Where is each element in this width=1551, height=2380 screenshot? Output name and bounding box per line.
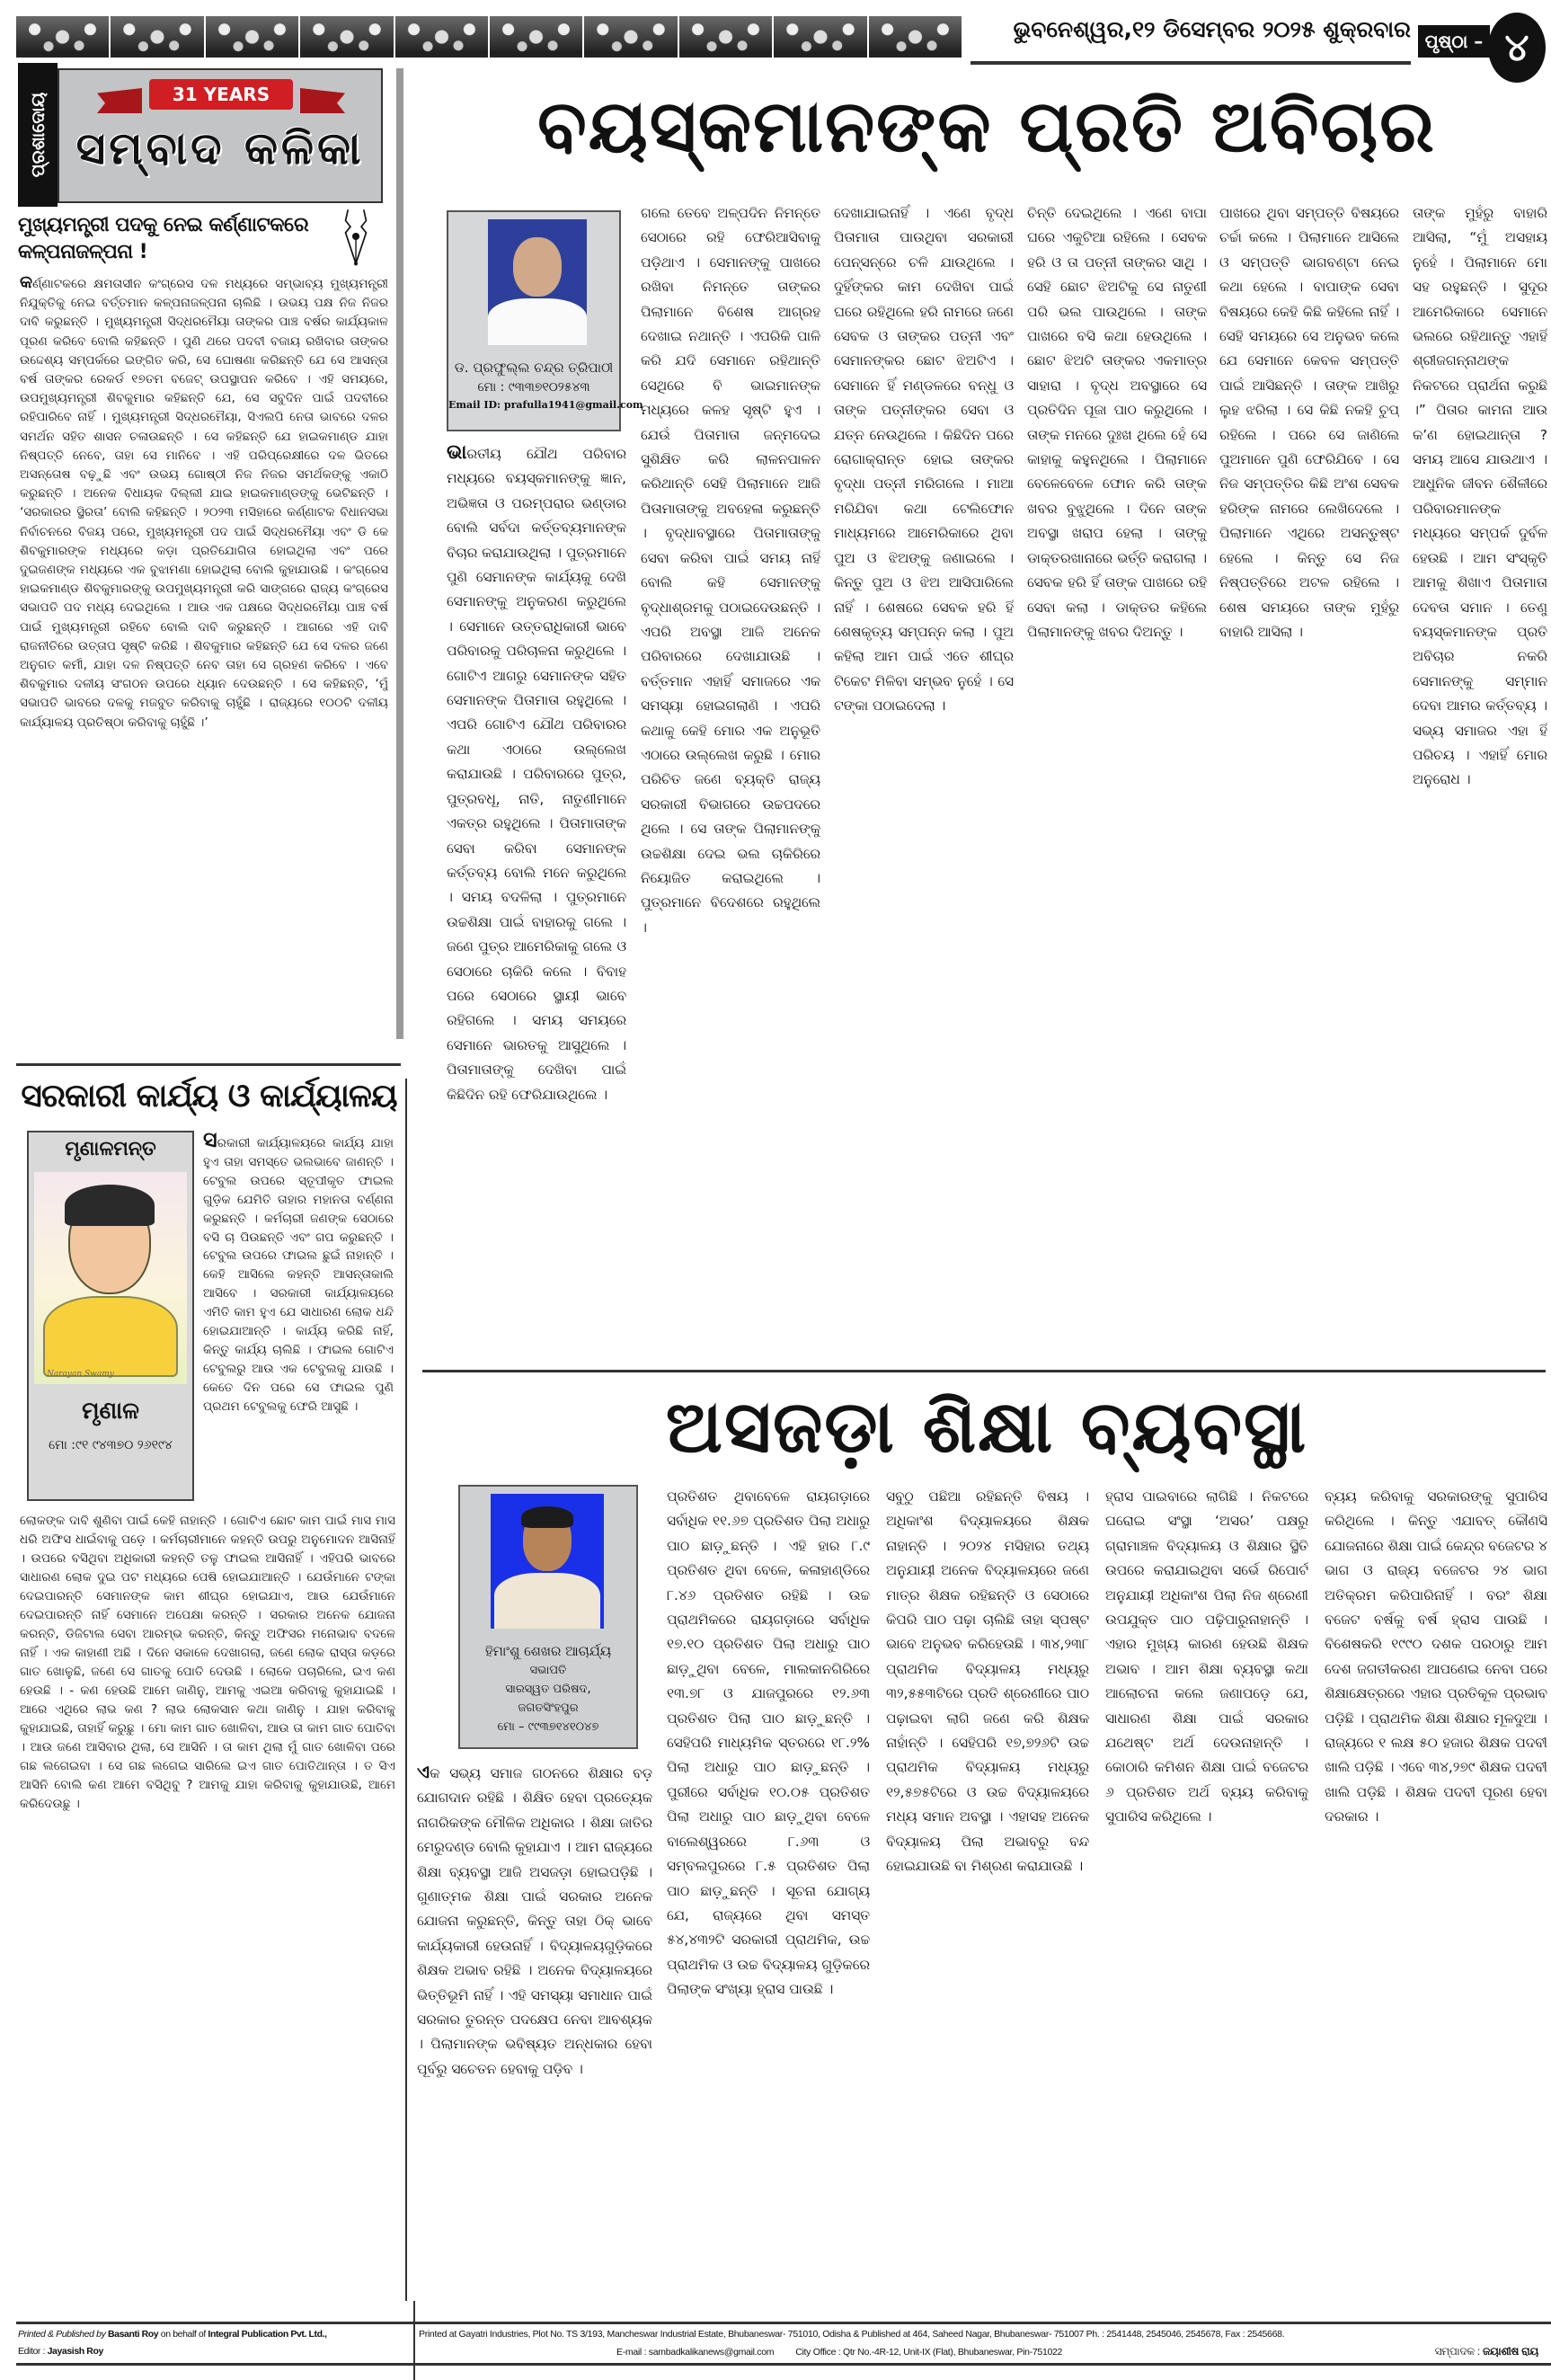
editorial-body bbox=[20, 273, 388, 1055]
author-name: ହିମାଂଶୁ ଶେଖର ଆଚାର୍ଯ୍ୟ bbox=[484, 1643, 612, 1659]
author-caption bbox=[458, 1638, 638, 1749]
caricature-hair bbox=[65, 1185, 155, 1226]
masthead-logo bbox=[58, 68, 383, 203]
article-text: ରତୀୟ ଯୌଥ ପରିବାର ମଧ୍ୟରେ ବୟସ୍କମାନଙ୍କୁ ଜ୍ଞାନ, ଅଭିଜ୍ଞତା ଓ ପରମ୍ପରାର ଭଣ୍ଡାର ବୋଲି ସର୍ବଦା କର୍ତ୍ତବ୍ୟମାନଙ୍କ ବିଚାର କରାଯାଉଥିଲା । ପୁତ୍ରମାନେ ପୁଣି ସେମାନଙ୍କ କାର୍ଯ୍ୟକୁ ଦେଖି ସେମାନଙ୍କୁ ଅନୁକରଣ କରୁଥିଲେ । ସେମାନେ ଉତ୍ତରାଧିକାରୀ ଭାବେ ପରିବାରକୁ ପରିଚାଳନା କରୁଥିଲେ । ଗୋଟିଏ ଆଗରୁ ସେମାନଙ୍କ ସହିତ ସେମାନଙ୍କ ପିତାମାତା ରହୁଥିଲେ । ଏପରି ଗୋଟିଏ ଯୌଥ ପରିବାରର କଥା ଏଠାରେ ଉଲ୍ଲେଖ କରାଯାଉଛି । ପରିବାରରେ ପୁତ୍ର, ପୁତ୍ରବଧୂ, ନାତି, ନାତୁଣୀମାନେ ଏକତ୍ର ରହୁଥିଲେ । ପିତାମାତାଙ୍କ ସେବା କରିବା ସେମାନଙ୍କ କର୍ତ୍ତବ୍ୟ ବୋଲି ମନେ କରୁଥିଲେ । ସମୟ ବଦଳିଲା । ପୁତ୍ରମାନେ ଉଚ୍ଚଶିକ୍ଷା ପାଇଁ ବାହାରକୁ ଗଲେ । ଜଣେ ପୁତ୍ର ଆମେରିକାକୁ ଗଲେ ଓ ସେଠାରେ ଚାକିରି କଲେ । ବିବାହ ପରେ ସେଠାରେ ସ୍ଥାୟୀ ଭାବେ ରହିଗଲେ । ସମୟ ସମୟରେ ସେମାନେ ଭାରତକୁ ଆସୁଥିଲେ । ପିତାମାତାଙ୍କୁ ଦେଖିବା ପାଇଁ କିଛିଦିନ ରହି ଫେରିଯାଉଥିଲେ । bbox=[447, 446, 626, 1103]
editor-odia-name: ଜୟାଶୀଷ ରାୟ bbox=[1482, 2345, 1538, 2358]
flower-icon bbox=[300, 16, 393, 58]
header-divider bbox=[970, 61, 1411, 65]
author-phone: ମୋ – ୯୯୩୭୧୪୧୦୪୭ bbox=[497, 1720, 599, 1734]
author-organization: ସାରସ୍ୱତ ପରିଷଦ, bbox=[505, 1683, 591, 1696]
flower-icon bbox=[206, 16, 298, 58]
imprint-right bbox=[419, 2326, 1549, 2362]
author-caption bbox=[447, 352, 643, 431]
section-tab-label: ପ୍ରଶାଦୋୟ bbox=[27, 92, 49, 178]
author-role: ସଭାପତି bbox=[529, 1664, 567, 1677]
dateline: ଭୁବନେଶ୍ୱର,୧୨ ଡିସେମ୍ବର ୨୦୨୫ ଶୁକ୍ରବାର bbox=[1013, 16, 1411, 42]
column-body-top bbox=[203, 1131, 394, 1503]
editor-name: Jayasish Roy bbox=[47, 2346, 103, 2357]
article-column: ତାଙ୍କ ମୁହଁରୁ ବାହାରି ଆସିଲା, “ମୁଁ ଅସହାୟ ନୁହେଁ । ପିଲାମାନେ ମୋ ସହ ରହୁଛନ୍ତି । ସୁଦୂର ଆମେରିକାରେ ସେମାନେ ଭଲରେ ରହିଥାନ୍ତୁ ଏହାହିଁ ଶ୍ରୀଜଗନ୍ନାଥଙ୍କ ନିକଟରେ ପ୍ରାର୍ଥନା କରୁଛି ।” ପିତାର କାମନା ଆଉ କ’ଣ ହୋଇଥାନ୍ତା ? ସମୟ ଆସେ ଯାଉଥାଏ । ଆଧୁନିକ ଜୀବନ ଶୈଳୀରେ ପରିବାରମାନଙ୍କ ମଧ୍ୟରେ ସମ୍ପର୍କ ଦୁର୍ବଳ ହେଉଛି । ଆମ ସଂସ୍କୃତି ଆମକୁ ଶିଖାଏ ପିତାମାତା ଦେବତା ସମାନ । ତେଣୁ ବୟସ୍କମାନଙ୍କ ପ୍ରତି ଅବିଚାର ନକରି ସେମାନଙ୍କୁ ସମ୍ମାନ ଦେବା ଆମର କର୍ତ୍ତବ୍ୟ । ସଭ୍ୟ ସମାଜର ଏହା ହିଁ ପରିଚୟ । ଏହାହିଁ ମୋର ଅନୁରୋଧ । bbox=[1413, 205, 1547, 788]
flower-icon bbox=[774, 16, 866, 58]
column-text: ରକାରୀ କାର୍ଯ୍ୟାଳୟରେ କାର୍ଯ୍ୟ ଯାହା ହୁଏ ତାହା ସମସ୍ତେ ଭଲଭାବେ ଜାଣନ୍ତି । ଟେବୁଲ ଉପରେ ସ୍ତୂପୀକୃତ ଫାଇଲ ଗୁଡ଼ିକ ଯେମିତି ତାହାର ମହାନତା ବର୍ଣ୍ଣନା କରୁଛନ୍ତି । କର୍ମଚାରୀ ଜଣଙ୍କ ସେଠାରେ ବସି ଚା ପିଉଛନ୍ତି ଏବଂ ଗପ କରୁଛନ୍ତି । ଟେବୁଲ ଉପରେ ଫାଇଲ ଛୁଇଁ ନାହାନ୍ତି । କେହି ଆସିଲେ କହନ୍ତି ଆସନ୍ତାକାଲି ଆସିବେ । ସରକାରୀ କାର୍ଯ୍ୟାଳୟରେ ଏମିତି କାମ ହୁଏ ଯେ ସାଧାରଣ ଲୋକ ଧନ୍ଦି ହୋଇଯାଆନ୍ତି । କାର୍ଯ୍ୟ କରିଛି ନାହିଁ, କିନ୍ତୁ କାର୍ଯ୍ୟ ଚାଲିଛି । ଫାଇଲ ଗୋଟିଏ ଟେବୁଲରୁ ଆଉ ଏକ ଟେବୁଲକୁ ଯାଉଛି । କେତେ ଦିନ ପରେ ସେ ଫାଇଲ ପୁଣି ପ୍ରଥମ ଟେବୁଲକୁ ଫେରି ଆସୁଛି । bbox=[203, 1136, 394, 1414]
article-column: ପାଖରେ ଥିବା ସମ୍ପତ୍ତି ବିଷୟରେ ଚର୍ଚ୍ଚା କଲେ । ପିଲାମାନେ ଆସିଲେ ଓ ସମ୍ପତ୍ତି ଭାଗବଣ୍ଟା ନେଇ କଥା ହେଲେ । ବାପାଙ୍କ ସେବା ବିଷୟରେ କେହି କିଛି କହିଲେ ନାହିଁ । ସେହି ସମୟରେ ସେ ଅନୁଭବ କଲେ ଯେ ସେମାନେ କେବଳ ସମ୍ପତ୍ତି ପାଇଁ ଆସିଛନ୍ତି । ତାଙ୍କ ଆଖିରୁ ଲୁହ ଝରିଲା । ସେ କିଛି ନକହି ଚୁପ୍ ରହିଲେ । ପରେ ସେ ଜାଣିଲେ ପୁଅମାନେ ପୁଣି ଫେରିଯିବେ । ସେ ନିଜ ସମ୍ପତ୍ତିର କିଛି ଅଂଶ ସେବକ ହରିଙ୍କ ନାମରେ ଲେଖିଦେଲେ । ପିଲାମାନେ ଏଥିରେ ଅସନ୍ତୁଷ୍ଟ ହେଲେ । କିନ୍ତୁ ସେ ନିଜ ନିଷ୍ପତ୍ତିରେ ଅଟଳ ରହିଲେ । ଶେଷ ସମୟରେ ତାଙ୍କ ମୁହଁରୁ ବାହାରି ଆସିଲା । bbox=[1219, 205, 1399, 640]
footer-rule bbox=[16, 2363, 1551, 2366]
editorial-dropcap: କ bbox=[20, 273, 33, 292]
column-separator bbox=[405, 1079, 407, 2301]
page-label-text: ପୃଷ୍ଠା bbox=[1424, 31, 1468, 52]
imprint-on-behalf: on behalf of bbox=[160, 2329, 206, 2340]
photo-head bbox=[513, 237, 562, 297]
photo-shirt bbox=[488, 298, 587, 345]
flower-icon bbox=[679, 16, 772, 58]
article-column: ଗଲେ ତେବେ ଅଳ୍ପଦିନ ନିମନ୍ତେ ସେଠାରେ ରହି ଫେରିଆସିବାକୁ ପଡ଼ିଥାଏ । ସେମାନଙ୍କୁ ପାଖରେ ରଖିବା ନିମନ୍ତେ ତାଙ୍କର ପିଲାମାନେ ବିଶେଷ ଆଗ୍ରହ ଦେଖାଇ ନଥାନ୍ତି । ଏପରିକି ପାଳି କରି ଯଦି ସେମାନେ ରହିଥାନ୍ତି ସେଥିରେ ବି ଭାଇମାନଙ୍କ ମଧ୍ୟରେ କଳହ ସୃଷ୍ଟି ହୁଏ । ଯେଉଁ ପିତାମାତା ଜନ୍ମଦେଇ ସୁଶିକ୍ଷିତ କରି ଲାଳନପାଳନ କରିଥାନ୍ତି ସେହି ପିଲାମାନେ ଆଜି ପିତାମାତାଙ୍କୁ ଅବହେଳା କରୁଛନ୍ତି । ବୃଦ୍ଧାବସ୍ଥାରେ ପିତାମାତାଙ୍କୁ ସେବା କରିବା ପାଇଁ ସମୟ ନାହିଁ ବୋଲି କହି ସେମାନଙ୍କୁ ବୃଦ୍ଧାଶ୍ରମକୁ ପଠାଇଦେଉଛନ୍ତି । ଏପରି ଅବସ୍ଥା ଆଜି ଅନେକ ପରିବାରରେ ଦେଖାଯାଉଛି । ବର୍ତ୍ତମାନ ଏହାହିଁ ସମାଜରେ ଏକ ସମସ୍ୟା ହୋଇଗଲାଣି । ଏପରି କଥାକୁ କେହି ମୋର ଏକ ଅନୁଭୂତି ଏଠାରେ ଉଲ୍ଲେଖ କରୁଛି । ମୋର ପରିଚିତ ଜଣେ ବ୍ୟକ୍ତି ରାଜ୍ୟ ସରକାରୀ ବିଭାଗରେ ଉଚ୍ଚପଦରେ ଥିଲେ । ସେ ତାଙ୍କ ପିଲାମାନଙ୍କୁ ଉଚ୍ଚଶିକ୍ଷା ଦେଇ ଭଲ ଚାକିରିରେ ନିୟୋଜିତ କରାଇଥିଲେ । ପୁତ୍ରମାନେ ବିଦେଶରେ ରହୁଥିଲେ । bbox=[641, 205, 820, 936]
author-photo bbox=[488, 219, 587, 345]
column-name: ମୃଣାଳମନ୍ତ bbox=[65, 1138, 156, 1160]
printer-address: Printed at Gayatri Industries, Plot No. TS 3/193, Mancheswar Industrial Estate, Bhubaneswar- 751010, Odisha & Published at 464, Saheed Nagar, Bhubaneswar- 751007 Ph. : 2541448, 2545046, 2545678, Fax : 2545668. bbox=[419, 2329, 1285, 2340]
author-photo-card bbox=[458, 1485, 638, 1639]
imprint-prefix: Printed & Published by bbox=[18, 2329, 106, 2340]
section-divider bbox=[422, 1370, 1546, 1372]
fountain-pen-nib-icon bbox=[323, 209, 388, 266]
footer-rule bbox=[16, 2322, 1551, 2324]
columnist-phone: ମୋ :୯୧ ୯୪୩୭୦ ୨୬୧୯୪ bbox=[49, 1438, 173, 1452]
flower-icon bbox=[490, 16, 582, 58]
article-column: ବ୍ୟୟ କରିବାକୁ ସରକାରଙ୍କୁ ସୁପାରିସ କରିଥିଲେ । କିନ୍ତୁ ଏଯାବତ୍ କୌଣସି ଯୋଜନାରେ ଶିକ୍ଷା ପାଇଁ କେନ୍ଦ୍ର ବଜେଟର ୪ ଭାଗ ଓ ରାଜ୍ୟ ବଜେଟର ୨୪ ଭାଗ ଅତିକ୍ରମ କରିପାରିନାହିଁ । ବରଂ ଶିକ୍ଷା ବଜେଟ ବର୍ଷକୁ ବର୍ଷ ହ୍ରାସ ପାଉଛି । ବିଶେଷକରି ୧୯୯୦ ଦଶକ ପରଠାରୁ ଆମ ଦେଶ ଜଗତୀକରଣ ଆପଣେଇ ନେବା ପରେ ଶିକ୍ଷାକ୍ଷେତ୍ରରେ ଏହାର ପ୍ରତିକୂଳ ପ୍ରଭାବ ପଡ଼ିଛି । ପ୍ରାଥମିକ ଶିକ୍ଷା ଶିକ୍ଷାର ମୂଳଦୁଆ । ରାଜ୍ୟରେ ୧ ଲକ୍ଷ ୫୦ ହଜାର ଶିକ୍ଷକ ପଦବୀ ଖାଲି ପଡ଼ିଛି । ଏବେ ୩୪,୨୭୯ ଶିକ୍ଷକ ପଦବୀ ଖାଲି ପଡ଼ିଛି । ଶିକ୍ଷକ ପଦବୀ ପୂରଣ ହେବା ଦରକାର । bbox=[1325, 1488, 1547, 1825]
column-dropcap: ସ bbox=[203, 1131, 217, 1152]
photo-vest bbox=[494, 1573, 600, 1629]
footer-separator bbox=[413, 2301, 415, 2380]
article-column bbox=[417, 1762, 652, 2292]
author-photo bbox=[491, 1494, 604, 1629]
page-label: ପୃଷ୍ଠା – bbox=[1418, 25, 1490, 58]
article-column: ସବୁଠୁ ପଛିଆ ରହିଛନ୍ତି ବିଷୟ । ଅଧିକାଂଶ ବିଦ୍ୟାଳୟରେ ଶିକ୍ଷକ ନାହାନ୍ତି । ୨୦୨୪ ମସିହାର ତଥ୍ୟ ଅନୁଯାୟୀ ଅନେକ ବିଦ୍ୟାଳୟରେ ଜଣେ ମାତ୍ର ଶିକ୍ଷକ ରହିଛନ୍ତି ଓ ସେଠାରେ କିପରି ପାଠ ପଢ଼ା ଚାଲିଛି ତାହା ସ୍ପଷ୍ଟ ଭାବେ ଅନୁଭବ କରିହେଉଛି । ୩୪,୨୩୮ ପ୍ରାଥମିକ ବିଦ୍ୟାଳୟ ମଧ୍ୟରୁ ୩୨,୫୫୩ଟିରେ ପ୍ରତି ଶ୍ରେଣୀରେ ପାଠ ପଢ଼ାଇବା ଲାଗି ଜଣେ କରି ଶିକ୍ଷକ ନାହାଁନ୍ତି । ସେହିପରି ୧୭,୭୨୬ଟି ଉଚ୍ଚ ପ୍ରାଥମିକ ବିଦ୍ୟାଳୟ ମଧ୍ୟରୁ ୧୨,୫୭୫ଟିରେ ଓ ଉଚ୍ଚ ବିଦ୍ୟାଳୟରେ ମଧ୍ୟ ସମାନ ଅବସ୍ଥା । ଏହାସହ ଅନେକ ବିଦ୍ୟାଳୟ ପିଲା ଅଭାବରୁ ବନ୍ଦ ହୋଇଯାଉଛି ବା ମିଶ୍ରଣ କରାଯାଉଛି । bbox=[886, 1488, 1089, 1875]
column-body-bottom: ଲୋକଙ୍କ ଦାବି ଶୁଣିବା ପାଇଁ କେହି ନାହାନ୍ତି । ଗୋଟିଏ ଛୋଟ କାମ ପାଇଁ ମାସ ମାସ ଧରି ଅଫିସ ଧାଇଁବାକୁ ପଡ଼େ । କର୍ମଚାରୀମାନେ କହନ୍ତି ଉପରୁ ଅନୁମୋଦନ ଆସିନାହିଁ । ଉପରେ ବସିଥିବା ଅଧିକାରୀ କହନ୍ତି ତଳୁ ଫାଇଲ ଆସିନାହିଁ । ଏହିପରି ଭାବରେ ସାଧାରଣ ଲୋକ ଦୁଇ ପଟ ମଧ୍ୟରେ ପେଷି ହୋଇଯାଆନ୍ତି । ଯେଉଁମାନେ ଟଙ୍କା ଦେଇପାରନ୍ତି ସେମାନଙ୍କ କାମ ଶୀଘ୍ର ହୋଇଯାଏ, ଆଉ ଯେଉଁମାନେ ଦେଇପାରନ୍ତି ନାହିଁ ସେମାନେ ଅପେକ୍ଷା କରନ୍ତି । ସରକାର ଅନେକ ଯୋଜନା କରନ୍ତି, ଡିଜିଟାଲ ସେବା ଆରମ୍ଭ କରନ୍ତି, କିନ୍ତୁ ଅଫିସର ମନୋଭାବ ବଦଳେ ନାହିଁ । ଏକ କାହାଣୀ ଅଛି । ଦିନେ ସକାଳେ ଦେଖାଗଲା, ଜଣେ ଲୋକ ରାସ୍ତା କଡ଼ରେ ଗାତ ଖୋଳୁଛି, ଜଣେ ସେ ଗାତକୁ ପୋତି ଦେଉଛି । ଲୋକେ ପଚାରିଲେ, ଇଏ କଣ ହେଉଛି । - କଣ ହେଉଛି ଆମେ ଜାଣିନୁ, ଆମକୁ ଏଇଆ କରିବାକୁ କୁହାଯାଇଛି । ଆରେ ଏଥିରେ ଲାଭ କଣ ? ଲାଭ ଲୋକସାନ କଥା ଜାଣିନୁ । ଯାହା କରିବାକୁ କୁହାଯାଇଛି, ତାହାହିଁ କରୁଛୁ । ମୋ କାମ ଗାତ ଖୋଳିବା, ଆଉ ତା କାମ ଗାତ ପୋତିବା । ଆଉ ଜଣେ ଆସିବାର ଥିଲା, ସେ ଆସିନି । ତା କାମ ଥିଲା ମୁଁ ଗାତ ଖୋଳିବା ପରେ ଗଛ ଲଗେଇବା । ସେ ଗଛ ଲଗେଇ ସାରିଲେ ଇଏ ଗାତ ପୋତିଥାନ୍ତା । ତ ସିଏ ଆସିନି ବୋଲି କଣ ଆମେ ବସିଥିବୁ ? ଆମକୁ ଯାହା କରିବାକୁ କୁହାଯାଉଛି, ଆମେ କରିଦେଉଛୁ । bbox=[20, 1514, 395, 1811]
article-headline: ବୟସ୍କମାନଙ୍କ ପ୍ରତି ଅବିଚାର bbox=[537, 84, 1436, 168]
city-office: City Office : Qtr No.-4R-12, Unit-IX (Flat), Bhubaneswar, Pin-751022 bbox=[795, 2347, 1063, 2358]
article-column: ପ୍ରତିଶତ ଥିବାବେଳେ ରାୟଗଡ଼ାରେ ସର୍ବାଧିକ ୧୧.୬୭ ପ୍ରତିଶତ ପିଲା ଅଧାରୁ ପାଠ ଛାଡ଼ୁଛନ୍ତି । ଏହି ହାର ୮.୯ ପ୍ରତିଶତ ଥିବା ବେଳେ, କଳାହାଣ୍ଡିରେ ୮.୪୬ ପ୍ରତିଶତ ରହିଛି । ଉଚ୍ଚ ପ୍ରାଥମିକରେ ରାୟଗଡ଼ାରେ ସର୍ବାଧିକ ୧୭.୧୦ ପ୍ରତିଶତ ପିଲା ଅଧାରୁ ପାଠ ଛାଡ଼ୁଥିବା ବେଳେ, ମାଲକାନଗିରିରେ ୧୩.୭୮ ଓ ଯାଜପୁରରେ ୧୨.୬୩ ପ୍ରତିଶତ ପିଲା ପାଠ ଛାଡ଼ୁଛନ୍ତି । ସେହିପରି ମାଧ୍ୟମିକ ସ୍ତରରେ ୧୮.୨% ପିଲା ଅଧାରୁ ପାଠ ଛାଡ଼ୁଛନ୍ତି । ପୁରୀରେ ସର୍ବାଧିକ ୧୦.୦୫ ପ୍ରତିଶତ ପିଲା ଅଧାରୁ ପାଠ ଛାଡ଼ୁଥିବା ବେଳେ ବାଲେଶ୍ୱରରେ ୮.୬୩ ଓ ସମ୍ବଲପୁରରେ ୮.୫ ପ୍ରତିଶତ ପିଲା ପାଠ ଛାଡ଼ୁଛନ୍ତି । ସୂଚନା ଯୋଗ୍ୟ ଯେ, ରାଜ୍ୟରେ ଥିବା ସମସ୍ତ ୫୪,୪୩୨ଟି ସରକାରୀ ପ୍ରାଥମିକ, ଉଚ୍ଚ ପ୍ରାଥମିକ ଓ ଉଚ୍ଚ ବିଦ୍ୟାଳୟ ଗୁଡ଼ିକରେ ପିଲାଙ୍କ ସଂଖ୍ୟା ହ୍ରାସ ପାଉଛି । bbox=[667, 1488, 870, 1998]
flower-icon bbox=[111, 16, 203, 58]
columnist-card bbox=[27, 1131, 194, 1501]
editor-label: Editor : bbox=[18, 2346, 46, 2357]
caricature-body bbox=[43, 1296, 178, 1377]
editor-odia bbox=[1435, 2343, 1538, 2360]
section-tab bbox=[18, 63, 58, 207]
company-name: Integral Publication Pvt. Ltd., bbox=[208, 2329, 327, 2340]
article-dropcap: ଏ bbox=[417, 1762, 430, 1782]
article-headline: ଅସଜଡ଼ା ଶିକ୍ଷା ବ୍ୟବସ୍ଥା bbox=[665, 1385, 1308, 1469]
author-name: ଡ. ପ୍ରଫୁଲ୍ଲ ଚନ୍ଦ୍ର ତ୍ରିପାଠୀ bbox=[454, 360, 614, 376]
columnist-name: ମୃଣାଳ bbox=[82, 1398, 139, 1425]
article-column: ହ୍ରାସ ପାଇବାରେ ଲାଗିଛି । ନିକଟରେ ଘରୋଇ ସଂସ୍ଥା ‘ଅସର’ ପକ୍ଷରୁ ଗ୍ରାମାଞ୍ଚଳ ବିଦ୍ୟାଳୟ ଓ ଶିକ୍ଷାର ସ୍ଥିତି ଉପରେ କରାଯାଇଥିବା ସର୍ଭେ ରିପୋର୍ଟ ଅନୁଯାୟୀ ଅଧିକାଂଶ ପିଲା ନିଜ ଶ୍ରେଣୀ ଉପଯୁକ୍ତ ପାଠ ପଢ଼ିପାରୁନାହାନ୍ତି । ଏହାର ମୁଖ୍ୟ କାରଣ ହେଉଛି ଶିକ୍ଷକ ଅଭାବ । ଆମ ଶିକ୍ଷା ବ୍ୟବସ୍ଥା କଥା ଆଲୋଚନା କଲେ ଜଣାପଡ଼େ ଯେ, ସାଧାରଣ ଶିକ୍ଷା ପାଇଁ ସରକାର ଯଥେଷ୍ଟ ଅର୍ଥ ଦେଉନାହାନ୍ତି । କୋଠାରି କମିଶନ ଶିକ୍ଷା ପାଇଁ ବଜେଟର ୬ ପ୍ରତିଶତ ଅର୍ଥ ବ୍ୟୟ କରିବାକୁ ସୁପାରିସ କରିଥିଲେ । bbox=[1105, 1488, 1308, 1825]
author-place: ଜଗତସିଂହପୁର bbox=[518, 1701, 579, 1715]
flower-icon bbox=[395, 16, 488, 58]
flower-icon bbox=[869, 16, 962, 58]
article-text: କ ସଭ୍ୟ ସମାଜ ଗଠନରେ ଶିକ୍ଷାର ବଡ଼ ଯୋଗଦାନ ରହିଛି । ଶିକ୍ଷିତ ହେବା ପ୍ରତ୍ୟେକ ନାଗରିକଙ୍କ ମୌଳିକ ଅଧିକାର । ଶିକ୍ଷା ଜାତିର ମେରୁଦଣ୍ଡ ବୋଲି କୁହାଯାଏ । ଆମ ରାଜ୍ୟରେ ଶିକ୍ଷା ବ୍ୟବସ୍ଥା ଆଜି ଅସଜଡ଼ା ହୋଇପଡ଼ିଛି । ଗୁଣାତ୍ମକ ଶିକ୍ଷା ପାଇଁ ସରକାର ଅନେକ ଯୋଜନା କରୁଛନ୍ତି, କିନ୍ତୁ ତାହା ଠିକ୍ ଭାବେ କାର୍ଯ୍ୟକାରୀ ହେଉନାହିଁ । ବିଦ୍ୟାଳୟଗୁଡ଼ିକରେ ଶିକ୍ଷକ ଅଭାବ ରହିଛି । ଅନେକ ବିଦ୍ୟାଳୟରେ ଭିତ୍ତିଭୂମି ନାହିଁ । ଏହି ସମସ୍ୟା ସମାଧାନ ପାଇଁ ସରକାର ତୁରନ୍ତ ପଦକ୍ଷେପ ନେବା ଆବଶ୍ୟକ । ପିଲାମାନଙ୍କ ଭବିଷ୍ୟତ ଅନ୍ଧକାର ହେବା ପୂର୍ବରୁ ସଚେତନ ହେବାକୁ ପଡ଼ିବ । bbox=[417, 1765, 652, 2077]
floral-banner bbox=[16, 16, 962, 58]
editor-odia-label: ସମ୍ପାଦକ : bbox=[1434, 2345, 1480, 2358]
contact-email[interactable]: E-mail : sambadkalikanews@gmail.com bbox=[616, 2347, 775, 2358]
flower-icon bbox=[16, 16, 109, 58]
page-number: ୪ bbox=[1488, 13, 1546, 83]
column-separator bbox=[396, 68, 403, 1039]
article-column: ଦେଖାଯାଇନାହିଁ । ଏଣେ ବୃଦ୍ଧ ପିତାମାତା ପାଉଥିବା ସରକାରୀ ପେନ୍‌ସନ୍‌ରେ ଚଳି ଯାଉଥିଲେ । ଦୁହିଁଙ୍କର କାମ ଦେଖିବା ପାଇଁ ଘରେ ରହିଥିଲେ ହରି ନାମରେ ଜଣେ ସେବକ ଓ ତାଙ୍କର ପତ୍ନୀ ଏବଂ ସେମାନଙ୍କର ଛୋଟ ଝିଅଟିଏ । ସେମାନେ ହିଁ ମଣ୍ଡଳରେ ବନ୍ଧୁ ଓ ତାଙ୍କ ପତ୍ନୀଙ୍କର ସେବା ଓ ଯତ୍ନ ନେଉଥିଲେ । କିଛିଦିନ ପରେ ରୋଗାକ୍ରାନ୍ତ ହୋଇ ତାଙ୍କର ବୃଦ୍ଧା ପତ୍ନୀ ମରିଗଲେ । ମାଆ ମରିଯିବା କଥା ଟେଲିଫୋନ ମାଧ୍ୟମରେ ଆମେରିକାରେ ଥିବା ପୁଅ ଓ ଝିଅଙ୍କୁ ଜଣାଇଲେ । କିନ୍ତୁ ପୁଅ ଓ ଝିଅ ଆସିପାରିଲେ ନାହିଁ । ଶେଷରେ ସେବକ ହରି ହିଁ ଶେଷକୃତ୍ୟ ସମ୍ପନ୍ନ କଲା । ପୁଅ କହିଲା ଆମ ପାଇଁ ଏତେ ଶୀଘ୍ର ଟିକେଟ ମିଳିବା ସମ୍ଭବ ନୁହେଁ । ସେ ଟଙ୍କା ପଠାଇଦେଲା । bbox=[834, 205, 1014, 715]
anniversary-ribbon: 31 YEARS bbox=[149, 79, 293, 110]
newspaper-logo: ସମ୍ବାଦ କଳିକା bbox=[75, 122, 365, 174]
flower-icon bbox=[584, 16, 677, 58]
artist-signature: Narayan Swamy bbox=[47, 1370, 114, 1379]
editorial-headline: ମୁଖ୍ୟମନ୍ତ୍ରୀ ପଦକୁ ନେଇ କର୍ଣ୍ଣାଟକରେ କଳ୍ପନାଜଳ୍ପନା ! bbox=[18, 214, 309, 263]
photo-hair bbox=[521, 1506, 573, 1528]
section-divider bbox=[16, 1063, 401, 1066]
author-photo-card bbox=[447, 210, 621, 354]
article-dropcap: ଭା bbox=[447, 442, 467, 464]
column-title: ସରକାରୀ କାର୍ଯ୍ୟ ଓ କାର୍ଯ୍ୟାଳୟ bbox=[21, 1078, 397, 1115]
article-column: ଚିନ୍ତି ଦେଇଥିଲେ । ଏଣେ ବାପା ଘରେ ଏକୁଟିଆ ରହିଲେ । ସେବକ ହରି ଓ ତା ପତ୍ନୀ ତାଙ୍କର ସାଥି । ସେହି ଛୋଟ ଝିଅଟିକୁ ସେ ନାତୁଣୀ ପରି ଭଲ ପାଉଥିଲେ । ତାଙ୍କ ପାଖରେ ବସି କଥା ହେଉଥିଲେ । ଛୋଟ ଝିଅଟି ତାଙ୍କର ଏକମାତ୍ର ସାହାରା । ବୃଦ୍ଧ ଅବସ୍ଥାରେ ସେ ପ୍ରତିଦିନ ପୂଜା ପାଠ କରୁଥିଲେ । ତାଙ୍କ ମନରେ ଦୁଃଖ ଥିଲେ ହେଁ ସେ କାହାକୁ କହୁନଥିଲେ । ପିଲାମାନେ ବେଳେବେଳେ ଫୋନ କରି ତାଙ୍କ ଖବର ବୁଝୁଥିଲେ । ଦିନେ ତାଙ୍କ ଅବସ୍ଥା ଖରାପ ହେଲା । ତାଙ୍କୁ ଡାକ୍ତରଖାନାରେ ଭର୍ତ୍ତି କରାଗଲା । ସେବକ ହରି ହିଁ ତାଙ୍କ ପାଖରେ ରହି ସେବା କଲା । ଡାକ୍ତର କହିଲେ ପିଲାମାନଙ୍କୁ ଖବର ଦିଅନ୍ତୁ । bbox=[1027, 205, 1207, 640]
editorial-text: ର୍ଣ୍ଣାଟକରେ କ୍ଷମତାସୀନ କଂଗ୍ରେସ ଦଳ ମଧ୍ୟରେ ସମ୍ଭାବ୍ୟ ମୁଖ୍ୟମନ୍ତ୍ରୀ ନିଯୁକ୍ତିକୁ ନେଇ ବର୍ତ୍ତମାନ କଳ୍ପନାଜଳ୍ପନା ଚାଲିଛି । ଉଭୟ ପକ୍ଷ ନିଜ ନିଜର ଦାବି କରୁଛନ୍ତି । ମୁଖ୍ୟମନ୍ତ୍ରୀ ସିଦ୍ଧରମୈୟା ତାଙ୍କର ପାଞ୍ଚ ବର୍ଷର କାର୍ଯ୍ୟକାଳ ପୂରଣ କରିବେ ବୋଲି କହିଛନ୍ତି । ପୁଣି ଥରେ ପଦବୀ ବଜାୟ ରଖିବାର ତାଙ୍କର ଉଦ୍ଦେଶ୍ୟ ସମ୍ପର୍କରେ ଇଙ୍ଗିତ କରି, ସେ ଘୋଷଣା କରିଛନ୍ତି ଯେ ସେ ଆସନ୍ତା ବର୍ଷ ତାଙ୍କର ରେକର୍ଡ ୧୭ତମ ବଜେଟ୍ ଉପସ୍ଥାପନ କରିବେ । ଏହି ସମୟରେ, ଉପମୁଖ୍ୟମନ୍ତ୍ରୀ ଶିବକୁମାର କହିଛନ୍ତି ଯେ, ସେ ସବୁଦିନ ପାଇଁ ପଦବୀରେ ରହିପାରିବେ ନାହିଁ । ମୁଖ୍ୟମନ୍ତ୍ରୀ ସିଦ୍ଧରମୈୟା, ସିଏଲପି ନେତା ଭାବରେ ଦଳର ସମର୍ଥନ ସହିତ ଶାସନ ଚଳାଉଛନ୍ତି । ସେ କହିଛନ୍ତି ଯେ ହାଇକମାଣ୍ଡ ଯାହା ନିଷ୍ପତ୍ତି ନେବେ, ତାହା ସେ ମାନିବେ । ଏହି ପରିପ୍ରେକ୍ଷୀରେ ଦଳ ଭିତରେ ଅସନ୍ତୋଷ ବଢ଼ୁଛି ଏବଂ ଉଭୟ ଗୋଷ୍ଠୀ ନିଜ ନିଜର ସମର୍ଥକଙ୍କୁ ଏକାଠି କରୁଛନ୍ତି । ଅନେକ ବିଧାୟକ ଦିଲ୍ଲୀ ଯାଇ ହାଇକମାଣ୍ଡଙ୍କୁ ଭେଟିଛନ୍ତି । ‘ସରକାରର ସ୍ଥିରତା’ ବୋଲି କହିଛନ୍ତି । ୨୦୨୩ ମସିହାରେ କର୍ଣ୍ଣାଟକ ବିଧାନସଭା ନିର୍ବାଚନରେ ବିଜୟ ପରେ, ମୁଖ୍ୟମନ୍ତ୍ରୀ ପଦ ପାଇଁ ସିଦ୍ଧରମୈୟା ଏବଂ ଡି କେ ଶିବକୁମାରଙ୍କ ମଧ୍ୟରେ କଡ଼ା ପ୍ରତିଯୋଗିତା ହୋଇଥିଲା ଏବଂ ପରେ ଦୁଇଜଣଙ୍କ ମଧ୍ୟରେ ଏକ ବୁଝାମଣା ହୋଇଥିଲା ବୋଲି କୁହାଯାଉଛି । କଂଗ୍ରେସ ହାଇକମାଣ୍ଡ ଶିବକୁମାରଙ୍କୁ ଉପମୁଖ୍ୟମନ୍ତ୍ରୀ କରି ସାଙ୍ଗରେ ରାଜ୍ୟ କଂଗ୍ରେସ ସଭାପତି ପଦ ମଧ୍ୟ ଦେଇଥିଲେ । ଆଉ ଏକ ପକ୍ଷରେ ସିଦ୍ଧରମୈୟା ପାଞ୍ଚ ବର୍ଷ ପାଇଁ ମୁଖ୍ୟମନ୍ତ୍ରୀ ରହିବେ ବୋଲି ଦାବି କରୁଛନ୍ତି । ଆଗରେ ଏହି ଦାବି ରାଜନୀତିରେ ଉତ୍ତାପ ସୃଷ୍ଟି କରିଛି । ଶିବକୁମାର କହିଛନ୍ତି ଯେ ସେ ଦଳର ଜଣେ ଅନୁଗତ କର୍ମୀ, ଯାହା ଦଳ ନିଷ୍ପତ୍ତି ନେବ ତାହା ସେ ଗ୍ରହଣ କରିବେ । ଏବେ ଶିବକୁମାର ଦଳୀୟ ସଂଗଠନ ଉପରେ ଧ୍ୟାନ ଦେଉଛନ୍ତି । ସେ କହିଛନ୍ତି, ‘ମୁଁ ସଭାପତି ଭାବରେ ଦଳକୁ ମଜବୁତ କରିବାକୁ ଚାହୁଁଛି । ରାଜ୍ୟରେ ୧୦୦ଟି ଦଳୀୟ କାର୍ଯ୍ୟାଳୟ ପ୍ରତିଷ୍ଠା କରିବାକୁ ଚାହୁଁଛି ।’ bbox=[20, 277, 388, 730]
article-column bbox=[447, 442, 626, 1363]
imprint-left bbox=[18, 2326, 410, 2362]
author-email[interactable]: Email ID: prafulla1941@gmail.com bbox=[448, 399, 643, 411]
author-phone: ମୋ : ୯୩୩୭୧୦୨୫୪୩ bbox=[477, 380, 590, 395]
columnist-caricature bbox=[34, 1172, 187, 1384]
publisher-name: Basanti Roy bbox=[107, 2329, 159, 2340]
